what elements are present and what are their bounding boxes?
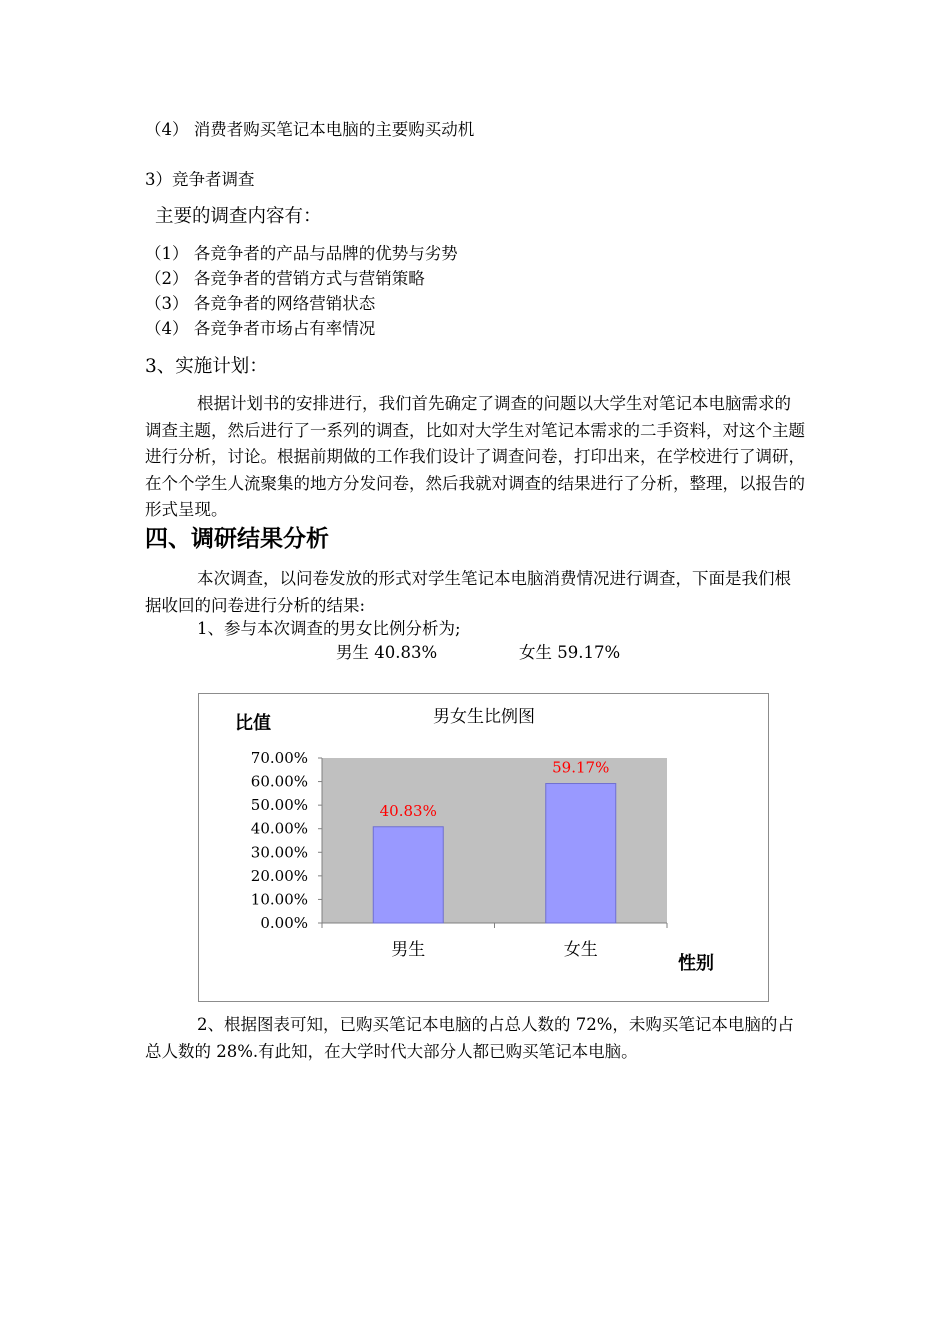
item1-line (145, 616, 461, 642)
competitor-item-1: （1） 各竞争者的产品与品牌的优势与劣势 (145, 244, 458, 263)
y-tick-label: 70.00% (250, 749, 308, 767)
item2-paragraph (145, 1012, 807, 1065)
y-tick-label: 40.00% (250, 819, 308, 838)
y-tick-label: 60.00% (250, 772, 308, 791)
item1-text: 1、参与本次调查的男女比例分析为; (197, 619, 461, 638)
plan-paragraph (145, 391, 807, 524)
y-tick-label: 20.00% (250, 866, 308, 885)
female-ratio: 女生 59.17% (519, 643, 621, 662)
intro-text: 本次调查，以问卷发放的形式对学生笔记本电脑消费情况进行调查，下面是我们根据收回的问卷进行分析的结果: (145, 569, 791, 615)
male-ratio: 男生 40.83% (336, 643, 438, 662)
competitor-item-4: （4） 各竞争者市场占有率情况 (145, 319, 376, 338)
y-tick-label: 0.00% (260, 914, 308, 932)
chart-svg (199, 694, 768, 1001)
y-axis-label: 比值 (235, 713, 271, 734)
category-label-1: 男生 (391, 940, 426, 960)
main-content-heading: 主要的调查内容有： (155, 206, 322, 227)
intro-paragraph (145, 566, 807, 619)
category-label-2: 女生 (563, 940, 598, 960)
section-title: 四、调研结果分析 (145, 526, 329, 552)
item2-text: 2、根据图表可知，已购买笔记本电脑的占总人数的 72%，未购买笔记本电脑的占总人数的 28%.有此知，在大学时代大部分人都已购买笔记本电脑。 (145, 1015, 794, 1061)
plan-text: 根据计划书的安排进行，我们首先确定了调查的问题以大学生对笔记本电脑需求的调查主题，然后进行了一系列的调查，比如对大学生对笔记本需求的二手资料，对这个主题进行分析，讨论。根据前期做的工作我们设计了调查问卷，打印出来，在学校进行了调研，在个个学生人流聚集的地方分发问卷，然后我就对调查的结果进行了分析，整理，以报告的形式呈现。 (145, 394, 805, 519)
y-tick-label: 10.00% (250, 890, 308, 909)
data-label-2: 59.17% (552, 758, 610, 777)
bar-1 (373, 827, 443, 923)
y-tick-label: 30.00% (250, 843, 308, 862)
competitor-heading: 3）竞争者调查 (145, 170, 255, 189)
gender-ratio-chart (198, 693, 769, 1002)
data-label-1: 40.83% (379, 801, 437, 820)
motive-line: （4） 消费者购买笔记本电脑的主要购买动机 (145, 120, 475, 139)
plan-heading: 3、实施计划： (145, 356, 268, 377)
chart-title: 男女生比例图 (433, 707, 535, 727)
y-tick-label: 50.00% (250, 796, 308, 815)
x-axis-label: 性别 (678, 953, 714, 974)
bar-2 (546, 784, 616, 923)
competitor-item-3: （3） 各竞争者的网络营销状态 (145, 294, 376, 313)
competitor-item-2: （2） 各竞争者的营销方式与营销策略 (145, 269, 425, 288)
